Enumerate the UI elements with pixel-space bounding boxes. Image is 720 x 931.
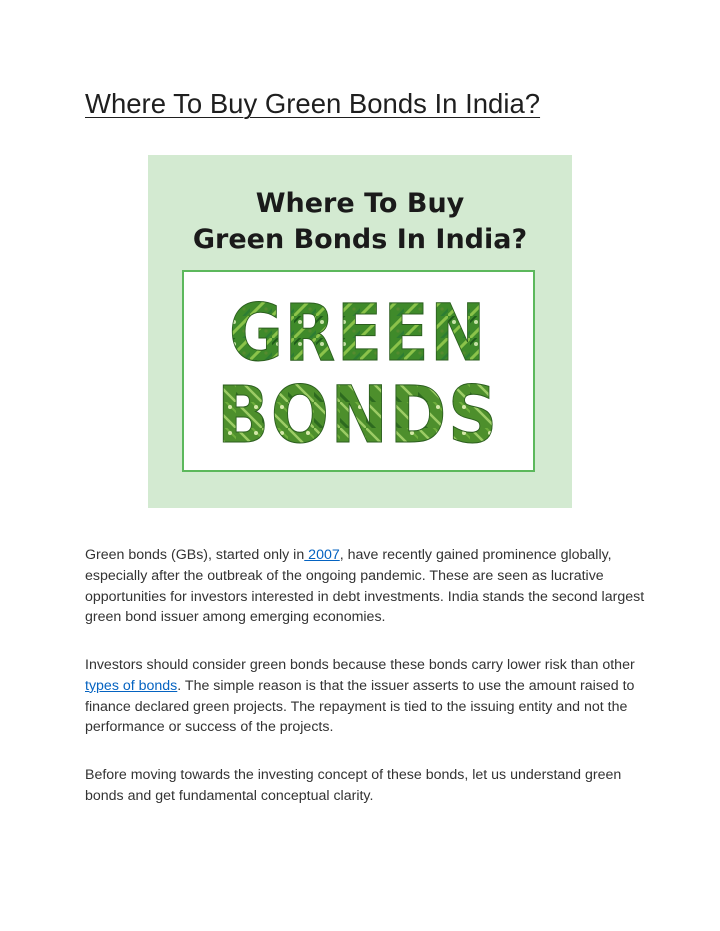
banner-heading-line-2: Green Bonds In India? <box>192 224 528 255</box>
link-2007[interactable]: 2007 <box>304 547 340 563</box>
investors-paragraph <box>85 655 645 738</box>
article-banner-image <box>148 155 572 508</box>
conclusion-paragraph: Before moving towards the investing concept of these bonds, let us understand green bonds and get fundamental conceptual clarity. <box>85 767 622 804</box>
link-types-of-bonds[interactable]: types of bonds <box>85 677 178 694</box>
green-bonds-logo <box>184 272 533 470</box>
banner-heading <box>148 186 572 258</box>
banner-heading-line-1: Where To Buy <box>255 188 465 219</box>
paragraph-text: Investors should consider green bonds because these bonds carry lower risk than other <box>85 657 635 673</box>
banner-frame <box>182 270 535 472</box>
page-title: Where To Buy Green Bonds In India? <box>85 88 541 119</box>
paragraph-text: Green bonds (GBs), started only in <box>85 547 305 563</box>
logo-line-2: BONDS <box>217 371 499 461</box>
paragraph-text: . The simple reason is that the issuer asserts to use the amount raised to finance declared green projects. The repayment is tied to the issuing entity and not the performance or success of the projects. <box>85 677 635 736</box>
paragraph-text: , have recently gained prominence globally, especially after the outbreak of the ongoing pandemic. These are seen as lucrative opportunities for investors interested in debt investments. India stands the second largest green bond issuer among emerging economies. <box>85 547 645 626</box>
intro-paragraph <box>85 545 645 628</box>
logo-line-1: GREEN <box>229 289 487 379</box>
